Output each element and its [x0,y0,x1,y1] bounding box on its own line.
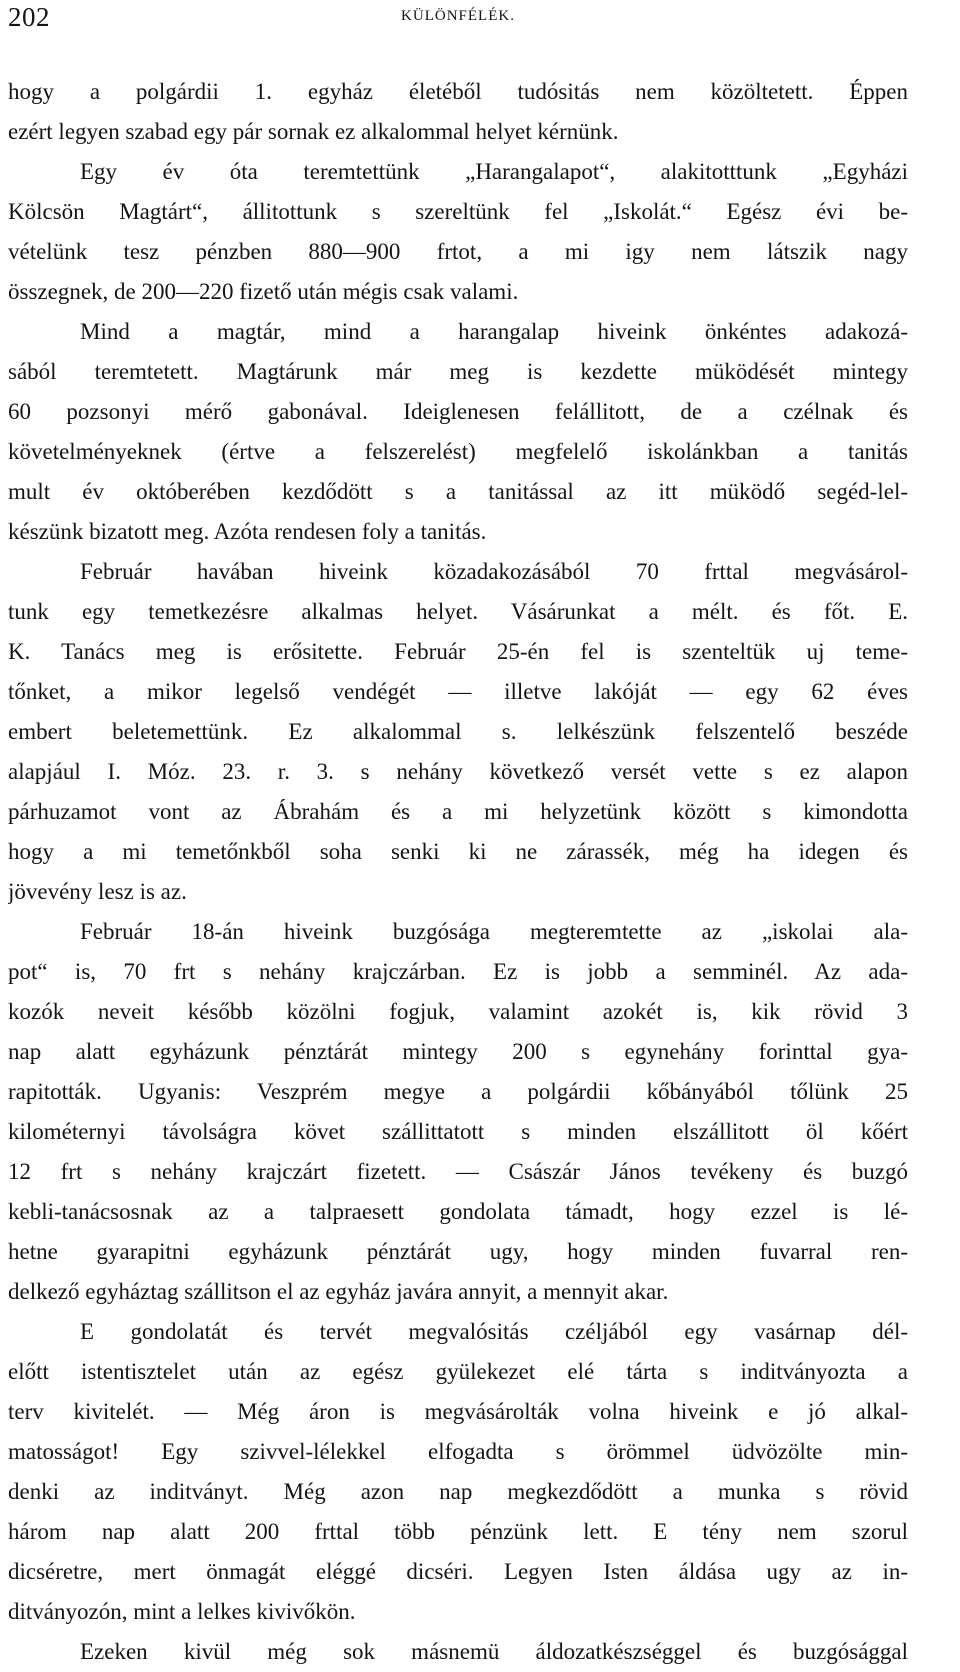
text-line: rapitották. Ugyanis: Veszprém megye a polgárdii kőbányából tőlünk 25 [8,1079,908,1104]
text-line: dicséretre, mert önmagát eléggé dicséri. Legyen Isten áldása ugy az in- [8,1559,908,1584]
text-line: hogy a polgárdii 1. egyház életéből tudósitás nem közöltetett. Éppen [8,79,908,104]
book-page [8,0,908,1672]
text-line: követelményeknek (értve a felszerelést) megfelelő iskolánkban a tanitás [8,439,908,464]
text-line: hetne gyarapitni egyházunk pénztárát ugy, hogy minden fuvarral ren- [8,1239,908,1264]
text-line: vételünk tesz pénzben 880—900 frtot, a mi igy nem látszik nagy [8,239,908,264]
text-line: sából teremtetett. Magtárunk már meg is kezdette müködését mintegy [8,359,908,384]
text-line: készünk bizatott meg. Azóta rendesen foly a tanitás. [8,519,487,544]
text-line: matosságot! Egy szivvel-lélekkel elfogadta s örömmel üdvözölte min- [8,1439,908,1464]
text-line: Mind a magtár, mind a harangalap hiveink önkéntes adakozá- [80,319,908,344]
text-line: kebli-tanácsosnak az a talpraesett gondolata támadt, hogy ezzel is lé- [8,1199,908,1224]
text-line: Egy év óta teremtettünk „Harangalapot“, alakitotttunk „Egyházi [80,159,908,184]
text-line: összegnek, de 200—220 fizető után mégis csak valami. [8,279,519,304]
text-line: kilométernyi távolságra követ szállittatott s minden elszállitott öl kőért [8,1119,908,1144]
running-head: KÜLÖNFÉLÉK. [401,8,515,24]
text-line: Ezeken kivül még sok másnemü áldozatkészséggel és buzgósággal [80,1639,908,1664]
text-line: K. Tanács meg is erősitette. Február 25-én fel is szenteltük uj teme- [8,639,908,664]
text-line: tőnket, a mikor legelső vendégét — illetve lakóját — egy 62 éves [8,679,908,704]
text-line: pot“ is, 70 frt s nehány krajczárban. Ez is jobb a semminél. Az ada- [8,959,908,984]
text-line: tunk egy temetkezésre alkalmas helyet. Vásárunkat a mélt. és főt. E. [8,599,908,624]
text-line: terv kivitelét. — Még áron is megvásárolták volna hiveink e jó alkal- [8,1399,908,1424]
text-line: ditványozón, mint a lelkes kivivőkön. [8,1599,356,1624]
text-line: kozók neveit később közölni fogjuk, valamint azokét is, kik rövid 3 [8,999,908,1024]
text-line: jövevény lesz is az. [8,879,187,904]
text-line: ezért legyen szabad egy pár sornak ez alkalommal helyet kérnünk. [8,119,619,144]
text-line: E gondolatát és tervét megvalósitás czéljából egy vasárnap dél- [80,1319,908,1344]
text-line: denki az inditványt. Még azon nap megkezdődött a munka s rövid [8,1479,908,1504]
text-line: 12 frt s nehány krajczárt fizetett. — Császár János tevékeny és buzgó [8,1159,908,1184]
text-line: delkező egyháztag szállitson el az egyház javára annyit, a mennyit akar. [8,1279,669,1304]
text-line: nap alatt egyházunk pénztárát mintegy 200 s egynehány forinttal gya- [8,1039,908,1064]
text-line: hogy a mi temetőnkből soha senki ki ne zárassék, még ha idegen és [8,839,908,864]
page-header [8,0,908,48]
text-line: párhuzamot vont az Ábrahám és a mi helyzetünk között s kimondotta [8,799,908,824]
body-text [8,72,908,1672]
text-line: Február 18-án hiveink buzgósága megteremtette az „iskolai ala- [80,919,908,944]
page-number: 202 [8,2,50,32]
text-line: embert beletemettünk. Ez alkalommal s. lelkészünk felszentelő beszéde [8,719,908,744]
text-line: Február havában hiveink közadakozásából 70 frttal megvásárol- [80,559,908,584]
text-line: előtt istentisztelet után az egész gyülekezet elé tárta s inditványozta a [8,1359,908,1384]
text-line: három nap alatt 200 frttal több pénzünk lett. E tény nem szorul [8,1519,908,1544]
text-line: 60 pozsonyi mérő gabonával. Ideiglenesen felállitott, de a czélnak és [8,399,908,424]
text-line: mult év októberében kezdődött s a tanitással az itt müködő segéd-lel- [8,479,908,504]
text-line: alapjául I. Móz. 23. r. 3. s nehány következő versét vette s ez alapon [8,759,908,784]
text-line: Kölcsön Magtárt“, állitottunk s szereltünk fel „Iskolát.“ Egész évi be- [8,199,908,224]
